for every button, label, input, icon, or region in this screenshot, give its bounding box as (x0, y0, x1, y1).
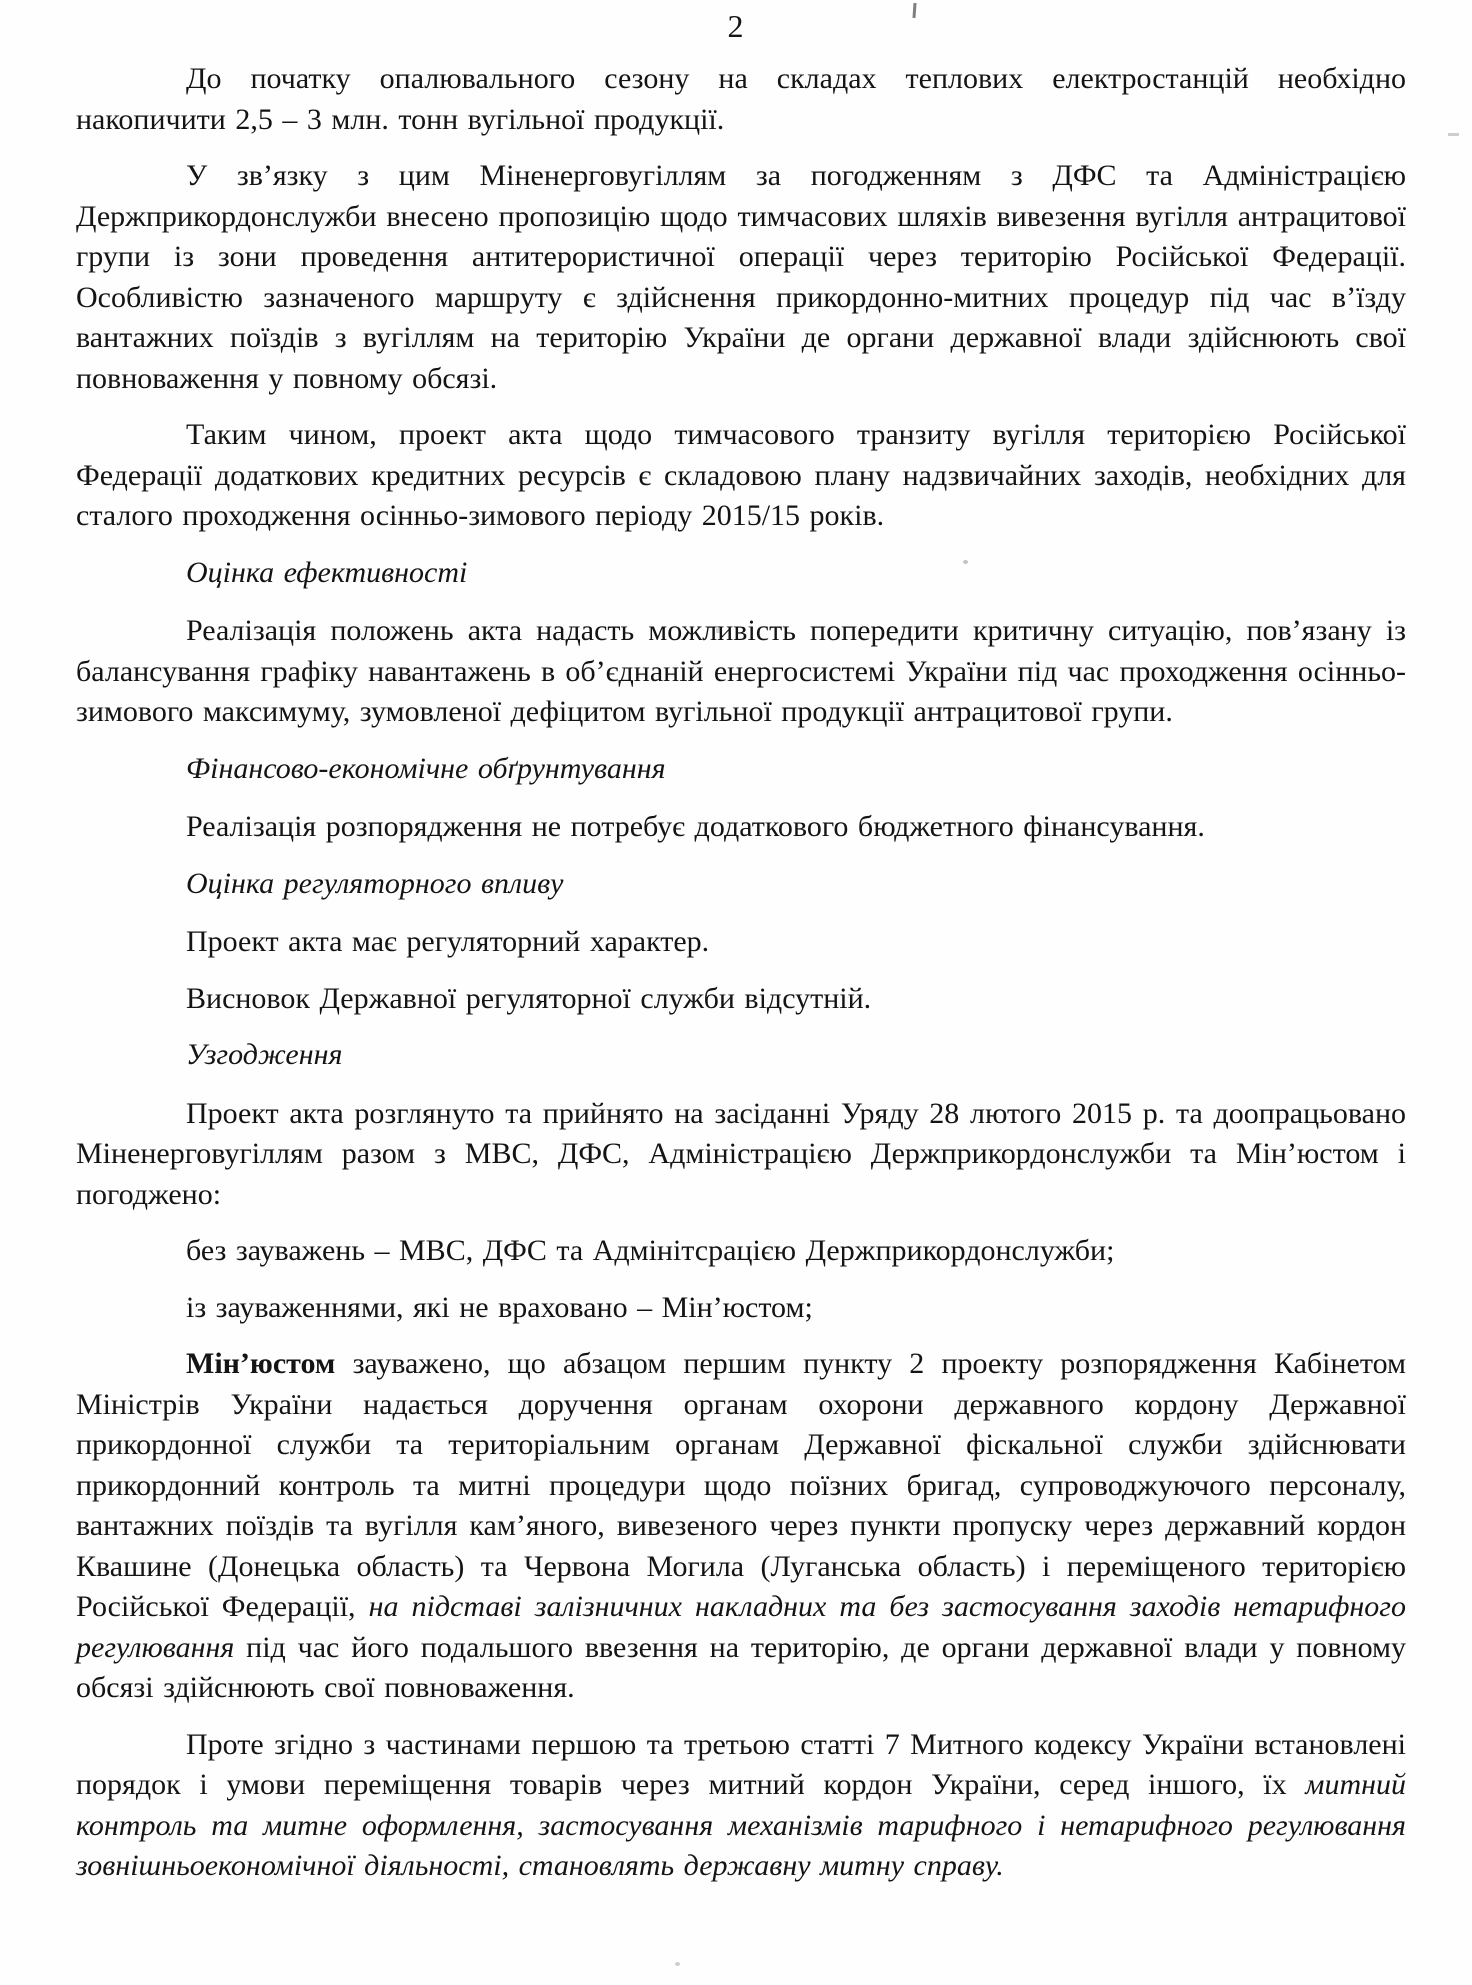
text-segment: У зв’язку з цим Міненерговугіллям за погодженням з ДФС та Адміністрацією Держприкордонслужби внесено пропозицію щодо тимчасових шляхів вивезення вугілля антрацитової групи із зони проведення антитерористичної операції через територію Російської Федерації. Особливістю зазначеного маршруту є здійснення прикордонно-митних процедур під час в’їзду вантажних поїздів з вугіллям на територію України де органи державної влади здійснюють свої повноваження у повному обсязі. (76, 159, 1406, 395)
paragraph (76, 922, 1406, 963)
text-segment: під час його подальшого ввезення на територію, де органи державної влади у повному обсязі здійснюють свої повноваження. (76, 1630, 1406, 1704)
section-heading (76, 749, 1406, 790)
text-segment: із зауваженнями, які не враховано – Мін’юстом; (186, 1290, 813, 1324)
text-segment: Узгодження (186, 1038, 343, 1071)
scan-artifact (963, 560, 968, 564)
text-segment: Проект акта має регуляторний характер. (186, 925, 710, 958)
document-body (76, 59, 1406, 1887)
section-heading (76, 553, 1406, 594)
paragraph (76, 1288, 1406, 1329)
text-segment: Висновок Державної регуляторної служби відсутній. (186, 981, 872, 1015)
text-segment: Реалізація розпорядження не потребує додаткового бюджетного фінансування. (186, 810, 1205, 843)
text-segment: митний контроль та митне оформлення, застосування механізмів тарифного і нетарифного регулювання зовнішньоекономічної діяльності, становлять державну митну справу. (76, 1768, 1406, 1882)
paragraph (76, 59, 1406, 140)
paragraph (76, 1231, 1406, 1272)
paragraph (76, 611, 1406, 733)
text-segment: на підставі залізничних накладних та без застосування заходів нетарифного регулювання (76, 1590, 1406, 1664)
text-segment: Оцінка ефективності (186, 555, 468, 589)
text-segment: Таким чином, проект акта щодо тимчасового транзиту вугілля територією Російської Федерації додаткових кредитних ресурсів є складовою плану надзвичайних заходів, необхідних для сталого проходження осінньо-зимового періоду 2015/15 років. (76, 418, 1406, 532)
paragraph (76, 1725, 1406, 1887)
scan-artifact (716, 626, 720, 633)
paragraph (76, 156, 1406, 399)
text-segment: без зауважень – МВС, ДФС та Адмінітсрацією Держприкордонслужби; (186, 1234, 1115, 1267)
scan-artifact (675, 1962, 680, 1966)
paragraph (76, 807, 1406, 848)
text-segment: Оцінка регуляторного впливу (186, 866, 564, 900)
paragraph (76, 1344, 1406, 1709)
text-segment: зауважено, що абзацом першим пункту 2 проекту розпорядження Кабінетом Міністрів України надається доручення органам охорони державного кордону Державної прикордонної служби та територіальним органам Державної фіскальної служби здійснювати прикордонний контроль та митні процедури щодо поїзних бригад, супроводжуючого персоналу, вантажних поїздів та вугілля кам’яного, вивезеного через пункти пропуску через державний кордон Квашине (Донецька область) та Червона Могила (Луганська область) і переміщеного територією Російської Федерації, (76, 1347, 1406, 1623)
text-segment: До початку опалювального сезону на складах теплових електростанцій необхідно накопичити 2,5 – 3 млн. тонн вугільної продукції. (76, 62, 1406, 136)
paragraph (76, 1094, 1406, 1216)
section-heading (76, 864, 1406, 905)
paragraph (76, 415, 1406, 537)
text-segment: Мін’юстом (186, 1347, 336, 1380)
text-segment: Проте згідно з частинами першою та третьою статті 7 Митного кодексу України встановлені порядок і умови переміщення товарів через митний кордон України, серед іншого, їх (76, 1727, 1406, 1801)
section-heading (76, 1035, 1406, 1076)
text-segment: Проект акта розглянуто та прийнято на засіданні Уряду 28 лютого 2015 р. та доопрацьовано Міненерговугіллям разом з МВС, ДФС, Адміністрацією Держприкордонслужби та Мін’юстом і погоджено: (76, 1096, 1406, 1211)
text-segment: Фінансово-економічне обґрунтування (186, 751, 666, 785)
scan-artifact (1448, 133, 1459, 136)
text-segment: Реалізація положень акта надасть можливість попередити критичну ситуацію, пов’язану із балансування графіку навантажень в об’єднаній енергосистемі України під час проходження осінньо-зимового максимуму, зумовленої дефіцитом вугільної продукції антрацитової групи. (76, 614, 1406, 728)
paragraph (76, 979, 1406, 1020)
page-number: 2 (727, 8, 745, 44)
